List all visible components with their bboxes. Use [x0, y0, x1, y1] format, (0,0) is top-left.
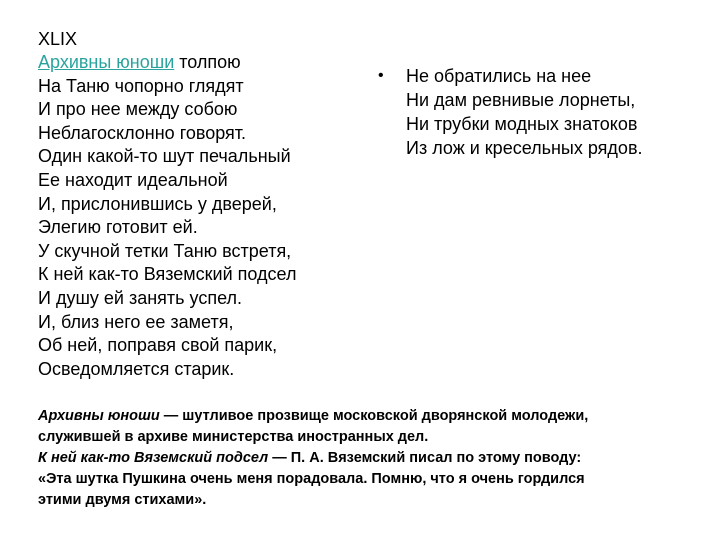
- note-2-text: — П. А. Вяземский писал по этому поводу:: [268, 450, 582, 466]
- poem-line: На Таню чопорно глядят: [38, 75, 244, 96]
- note-1-line-1: [38, 406, 698, 427]
- poem-line: Один какой-то шут печальный: [38, 146, 291, 167]
- poem-line-1-rest: толпою: [174, 52, 241, 72]
- poem-line: К ней как-то Вяземский подсел: [38, 264, 297, 285]
- quote-line: Ни дам ревнивые лорнеты,: [406, 90, 636, 110]
- poem-line: У скучной тетки Таню встретя,: [38, 240, 292, 261]
- poem-line: Об ней, поправя свой парик,: [38, 335, 278, 356]
- note-1-term: Архивны юноши: [38, 408, 160, 424]
- poem-line: Неблагосклонно говорят.: [38, 122, 247, 143]
- poem-line: Элегию готовит ей.: [38, 217, 198, 238]
- poem-text: [38, 51, 368, 381]
- glossary-link-arkhivny-yunoshi[interactable]: Архивны юноши: [38, 52, 175, 72]
- poem-line: И душу ей занять успел.: [38, 287, 242, 308]
- poem-line: Ее находит идеальной: [38, 169, 228, 190]
- poem-line-1: [38, 51, 368, 75]
- quote-line: Ни трубки модных знатоков: [406, 114, 638, 134]
- note-2-term: К ней как-то Вяземский подсел: [38, 450, 269, 466]
- note-2-line-2: «Эта шутка Пушкина очень меня порадовала. Помню, что я очень гордился: [38, 471, 585, 487]
- poem-line: Осведомляется старик.: [38, 358, 235, 379]
- quote-lines: [406, 64, 643, 160]
- note-2-line-3: этими двумя стихами».: [38, 492, 207, 508]
- quote-line: Не обратились на нее: [406, 66, 592, 86]
- note-2-line-1: [38, 448, 698, 469]
- stanza-number: XLIX: [38, 29, 78, 49]
- commentary-notes: [38, 406, 698, 511]
- poem-line: И про нее между собою: [38, 99, 238, 120]
- poem-line: И, близ него ее заметя,: [38, 311, 234, 332]
- bullet-icon: •: [378, 67, 384, 84]
- note-1-text: — шутливое прозвище московской дворянской молодежи,: [159, 408, 589, 424]
- quote-line: Из лож и кресельных рядов.: [406, 138, 643, 158]
- poem-line: И, прислонившись у дверей,: [38, 193, 277, 214]
- note-1-line-2: служившей в архиве министерства иностранных дел.: [38, 429, 429, 445]
